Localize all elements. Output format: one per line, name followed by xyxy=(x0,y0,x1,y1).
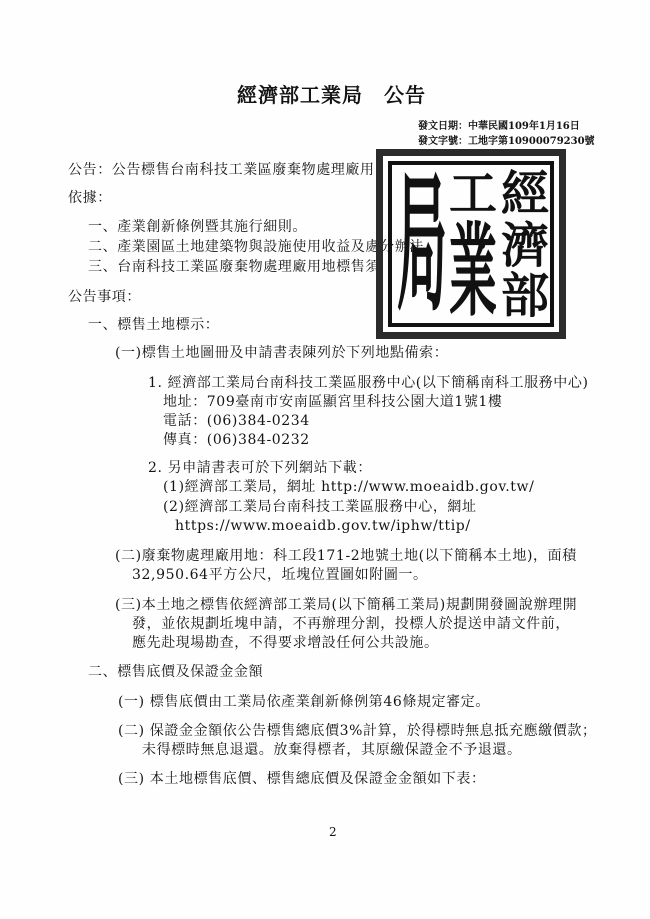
section-1-item-3-line-3: 應先赴現場勘查，不得要求增設任何公共設施。 xyxy=(132,635,439,651)
section-1-item-2-line-2: 32,950.64平方公尺，坵塊位置圖如附圖一。 xyxy=(132,567,428,583)
section-2-item-3: (三) 本土地標售底價、標售總底價及保證金金額如下表： xyxy=(118,771,486,787)
issue-date: 發文日期：中華民國109年1月16日 xyxy=(418,121,580,132)
announcement-subject: 公告：公告標售台南科技工業區廢棄物處理廠用 xyxy=(68,162,375,178)
section-2-item-2-line-2: 未得標時無息退還。放棄得標者，其原繳保證金不予退還。 xyxy=(142,742,522,758)
notice-heading: 公告事項： xyxy=(68,289,141,305)
seal-char-2: 濟 xyxy=(501,218,550,274)
section-2-item-2-line-1: (二) 保證金金額依公告標售總底價3%計算，於得標時無息抵充應繳價款； xyxy=(118,723,597,739)
section-2-item-1: (一) 標售底價由工業局依產業創新條例第46條規定審定。 xyxy=(118,694,490,710)
seal-char-6: 局 xyxy=(397,155,447,332)
official-seal xyxy=(376,149,566,339)
seal-char-5: 業 xyxy=(449,213,498,332)
service-center-phone: 電話：(06)384-0234 xyxy=(163,413,310,429)
download-site-2-url: https://www.moeaidb.gov.tw/iphw/ttip/ xyxy=(175,518,471,534)
section-1-item-3-line-1: (三)本土地之標售依經濟部工業局(以下簡稱工業局)規劃開發圖說辦理開 xyxy=(115,597,578,613)
basis-heading: 依據： xyxy=(68,190,112,206)
section-2-heading: 二、標售底價及保證金金額 xyxy=(88,664,264,680)
service-center-address: 地址：709臺南市安南區顯宮里科技公園大道1號1樓 xyxy=(163,394,503,410)
basis-item-3: 三、台南科技工業區廢棄物處理廠用地標售須 xyxy=(88,259,380,275)
section-1-item-1: (一)標售土地圖冊及申請書表陳列於下列地點備索： xyxy=(115,345,449,361)
basis-item-1: 一、產業創新條例暨其施行細則。 xyxy=(88,219,307,235)
seal-char-4: 工 xyxy=(449,166,498,222)
seal-char-1: 經 xyxy=(501,166,550,222)
basis-item-2: 二、產業園區土地建築物與設施使用收益及處分辦法。 xyxy=(88,239,439,255)
document-title: 經濟部工業局 公告 xyxy=(237,83,426,107)
seal-char-3: 部 xyxy=(501,268,550,324)
service-center-fax: 傳真：(06)384-0232 xyxy=(163,432,310,448)
download-site-2: (2)經濟部工業局台南科技工業區服務中心，網址 xyxy=(163,499,477,515)
section-1-item-2-line-1: (二)廢棄物處理廠用地：科工段171-2地號土地(以下簡稱本土地)，面積 xyxy=(115,548,577,564)
page-number: 2 xyxy=(329,825,337,839)
download-title: 2. 另申請書表可於下列網站下載： xyxy=(148,460,373,476)
download-site-1: (1)經濟部工業局，網址 http://www.moeaidb.gov.tw/ xyxy=(163,479,535,495)
document-number: 發文字號：工地字第10900079230號 xyxy=(418,136,595,147)
section-1-item-3-line-2: 發，並依規劃坵塊申請，不再辦理分割，投標人於提送申請文件前， xyxy=(132,616,570,632)
section-1-heading: 一、標售土地標示： xyxy=(88,317,220,333)
service-center-title: 1. 經濟部工業局台南科技工業區服務中心(以下簡稱南科工服務中心) xyxy=(148,375,589,391)
